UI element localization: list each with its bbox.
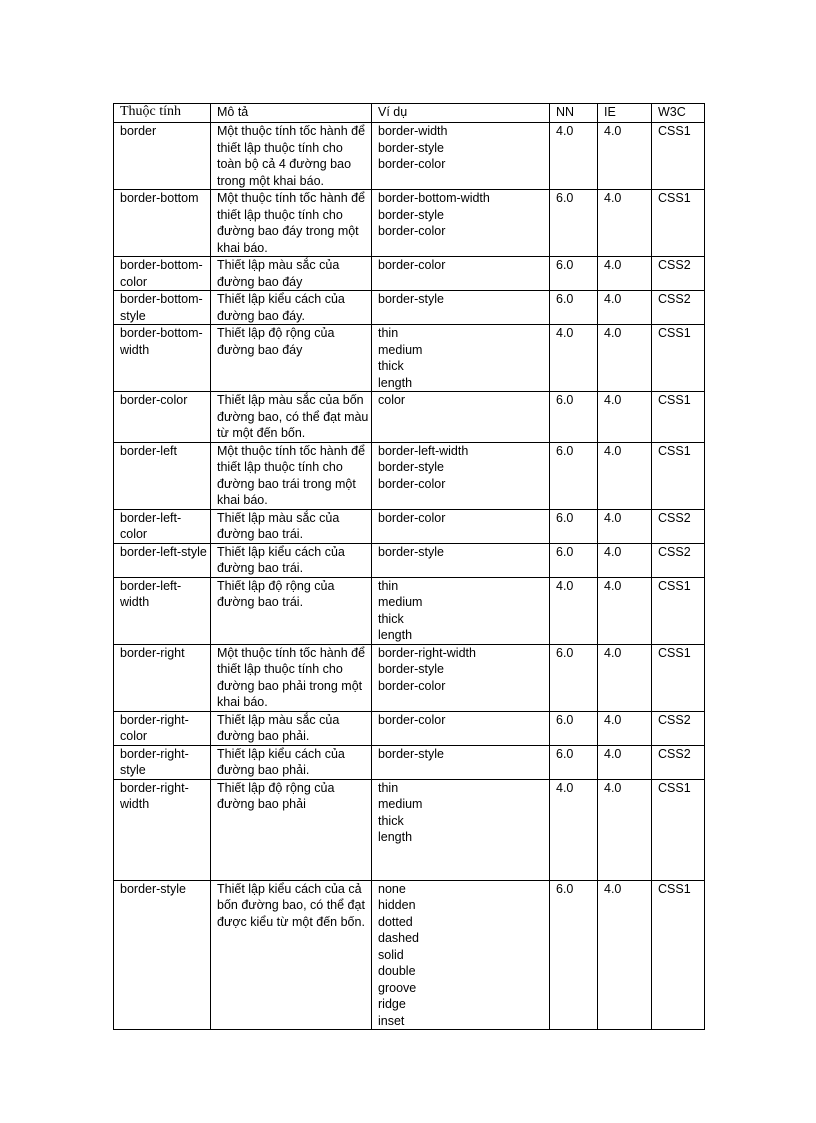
cell-property: border-style [114, 880, 211, 1030]
cell-example: color [372, 392, 550, 443]
header-property: Thuộc tính [114, 104, 211, 123]
cell-description: Thiết lập màu sắc của bốn đường bao, có thể đạt màu từ một đến bốn. [211, 392, 372, 443]
cell-property: border-bottom-style [114, 291, 211, 325]
cell-description: Thiết lập độ rộng của đường bao đáy [211, 325, 372, 392]
header-ie: IE [598, 104, 652, 123]
table-row [114, 442, 705, 509]
cell-nn: 6.0 [550, 509, 598, 543]
cell-nn: 4.0 [550, 577, 598, 644]
cell-w3c: CSS1 [652, 880, 705, 1030]
table-row [114, 291, 705, 325]
cell-ie: 4.0 [598, 442, 652, 509]
cell-description: Một thuộc tính tốc hành để thiết lập thuộc tính cho đường bao đáy trong một khai báo. [211, 190, 372, 257]
cell-ie: 4.0 [598, 257, 652, 291]
cell-nn: 6.0 [550, 543, 598, 577]
table-row [114, 779, 705, 880]
table-row [114, 257, 705, 291]
cell-w3c: CSS1 [652, 392, 705, 443]
cell-nn: 6.0 [550, 190, 598, 257]
cell-w3c: CSS1 [652, 123, 705, 190]
cell-example: border-color [372, 257, 550, 291]
cell-nn: 6.0 [550, 880, 598, 1030]
cell-ie: 4.0 [598, 325, 652, 392]
cell-description: Thiết lập màu sắc của đường bao đáy [211, 257, 372, 291]
cell-example: border-width border-style border-color [372, 123, 550, 190]
table-row [114, 711, 705, 745]
cell-ie: 4.0 [598, 880, 652, 1030]
cell-w3c: CSS1 [652, 442, 705, 509]
cell-property: border-bottom-width [114, 325, 211, 392]
cell-property: border-right-color [114, 711, 211, 745]
cell-nn: 6.0 [550, 257, 598, 291]
cell-w3c: CSS2 [652, 543, 705, 577]
cell-example: thin medium thick length [372, 577, 550, 644]
table-row [114, 392, 705, 443]
cell-w3c: CSS2 [652, 711, 705, 745]
cell-description: Thiết lập kiểu cách của đường bao trái. [211, 543, 372, 577]
cell-ie: 4.0 [598, 577, 652, 644]
cell-example: border-style [372, 745, 550, 779]
cell-example: border-style [372, 543, 550, 577]
table-row [114, 123, 705, 190]
cell-w3c: CSS2 [652, 257, 705, 291]
table-row [114, 880, 705, 1030]
cell-description: Một thuộc tính tốc hành để thiết lập thuộc tính cho đường bao phải trong một khai báo. [211, 644, 372, 711]
cell-w3c: CSS1 [652, 779, 705, 880]
cell-property: border-color [114, 392, 211, 443]
cell-example: thin medium thick length [372, 325, 550, 392]
css-border-properties-table [113, 103, 705, 1030]
cell-property: border-left-width [114, 577, 211, 644]
cell-ie: 4.0 [598, 543, 652, 577]
cell-w3c: CSS1 [652, 644, 705, 711]
table-row [114, 577, 705, 644]
cell-description: Thiết lập màu sắc của đường bao phải. [211, 711, 372, 745]
cell-description: Thiết lập màu sắc của đường bao trái. [211, 509, 372, 543]
cell-property: border [114, 123, 211, 190]
cell-example: thin medium thick length [372, 779, 550, 880]
cell-nn: 6.0 [550, 392, 598, 443]
table-row [114, 325, 705, 392]
cell-description: Thiết lập độ rộng của đường bao trái. [211, 577, 372, 644]
cell-nn: 6.0 [550, 711, 598, 745]
table-row [114, 509, 705, 543]
cell-description: Thiết lập kiểu cách của đường bao đáy. [211, 291, 372, 325]
header-description: Mô tả [211, 104, 372, 123]
cell-nn: 6.0 [550, 644, 598, 711]
cell-ie: 4.0 [598, 644, 652, 711]
cell-example: none hidden dotted dashed solid double groove ridge inset [372, 880, 550, 1030]
header-nn: NN [550, 104, 598, 123]
cell-ie: 4.0 [598, 711, 652, 745]
table-row [114, 190, 705, 257]
cell-nn: 6.0 [550, 745, 598, 779]
cell-property: border-bottom [114, 190, 211, 257]
cell-ie: 4.0 [598, 745, 652, 779]
cell-example: border-bottom-width border-style border-color [372, 190, 550, 257]
cell-example: border-style [372, 291, 550, 325]
table-row [114, 745, 705, 779]
cell-description: Một thuộc tính tốc hành để thiết lập thuộc tính cho toàn bộ cả 4 đường bao trong một khai báo. [211, 123, 372, 190]
cell-example: border-color [372, 711, 550, 745]
cell-description: Một thuộc tính tốc hành để thiết lập thuộc tính cho đường bao trái trong một khai báo. [211, 442, 372, 509]
header-w3c: W3C [652, 104, 705, 123]
cell-example: border-left-width border-style border-color [372, 442, 550, 509]
cell-ie: 4.0 [598, 190, 652, 257]
cell-ie: 4.0 [598, 291, 652, 325]
header-example: Ví dụ [372, 104, 550, 123]
cell-nn: 4.0 [550, 779, 598, 880]
cell-nn: 4.0 [550, 123, 598, 190]
cell-nn: 6.0 [550, 442, 598, 509]
cell-property: border-right-style [114, 745, 211, 779]
cell-property: border-right [114, 644, 211, 711]
cell-description: Thiết lập kiểu cách của cả bốn đường bao, có thể đạt được kiểu từ một đến bốn. [211, 880, 372, 1030]
cell-w3c: CSS2 [652, 509, 705, 543]
cell-nn: 4.0 [550, 325, 598, 392]
table-row [114, 644, 705, 711]
cell-property: border-left-style [114, 543, 211, 577]
table-header-row [114, 104, 705, 123]
cell-example: border-right-width border-style border-color [372, 644, 550, 711]
cell-property: border-right-width [114, 779, 211, 880]
cell-w3c: CSS1 [652, 577, 705, 644]
cell-description: Thiết lập độ rộng của đường bao phải [211, 779, 372, 880]
cell-property: border-left [114, 442, 211, 509]
cell-property: border-bottom-color [114, 257, 211, 291]
cell-property: border-left-color [114, 509, 211, 543]
cell-w3c: CSS2 [652, 291, 705, 325]
cell-example: border-color [372, 509, 550, 543]
cell-ie: 4.0 [598, 123, 652, 190]
cell-w3c: CSS2 [652, 745, 705, 779]
cell-description: Thiết lập kiểu cách của đường bao phải. [211, 745, 372, 779]
table-row [114, 543, 705, 577]
cell-w3c: CSS1 [652, 325, 705, 392]
cell-w3c: CSS1 [652, 190, 705, 257]
cell-ie: 4.0 [598, 509, 652, 543]
cell-ie: 4.0 [598, 392, 652, 443]
cell-nn: 6.0 [550, 291, 598, 325]
cell-ie: 4.0 [598, 779, 652, 880]
